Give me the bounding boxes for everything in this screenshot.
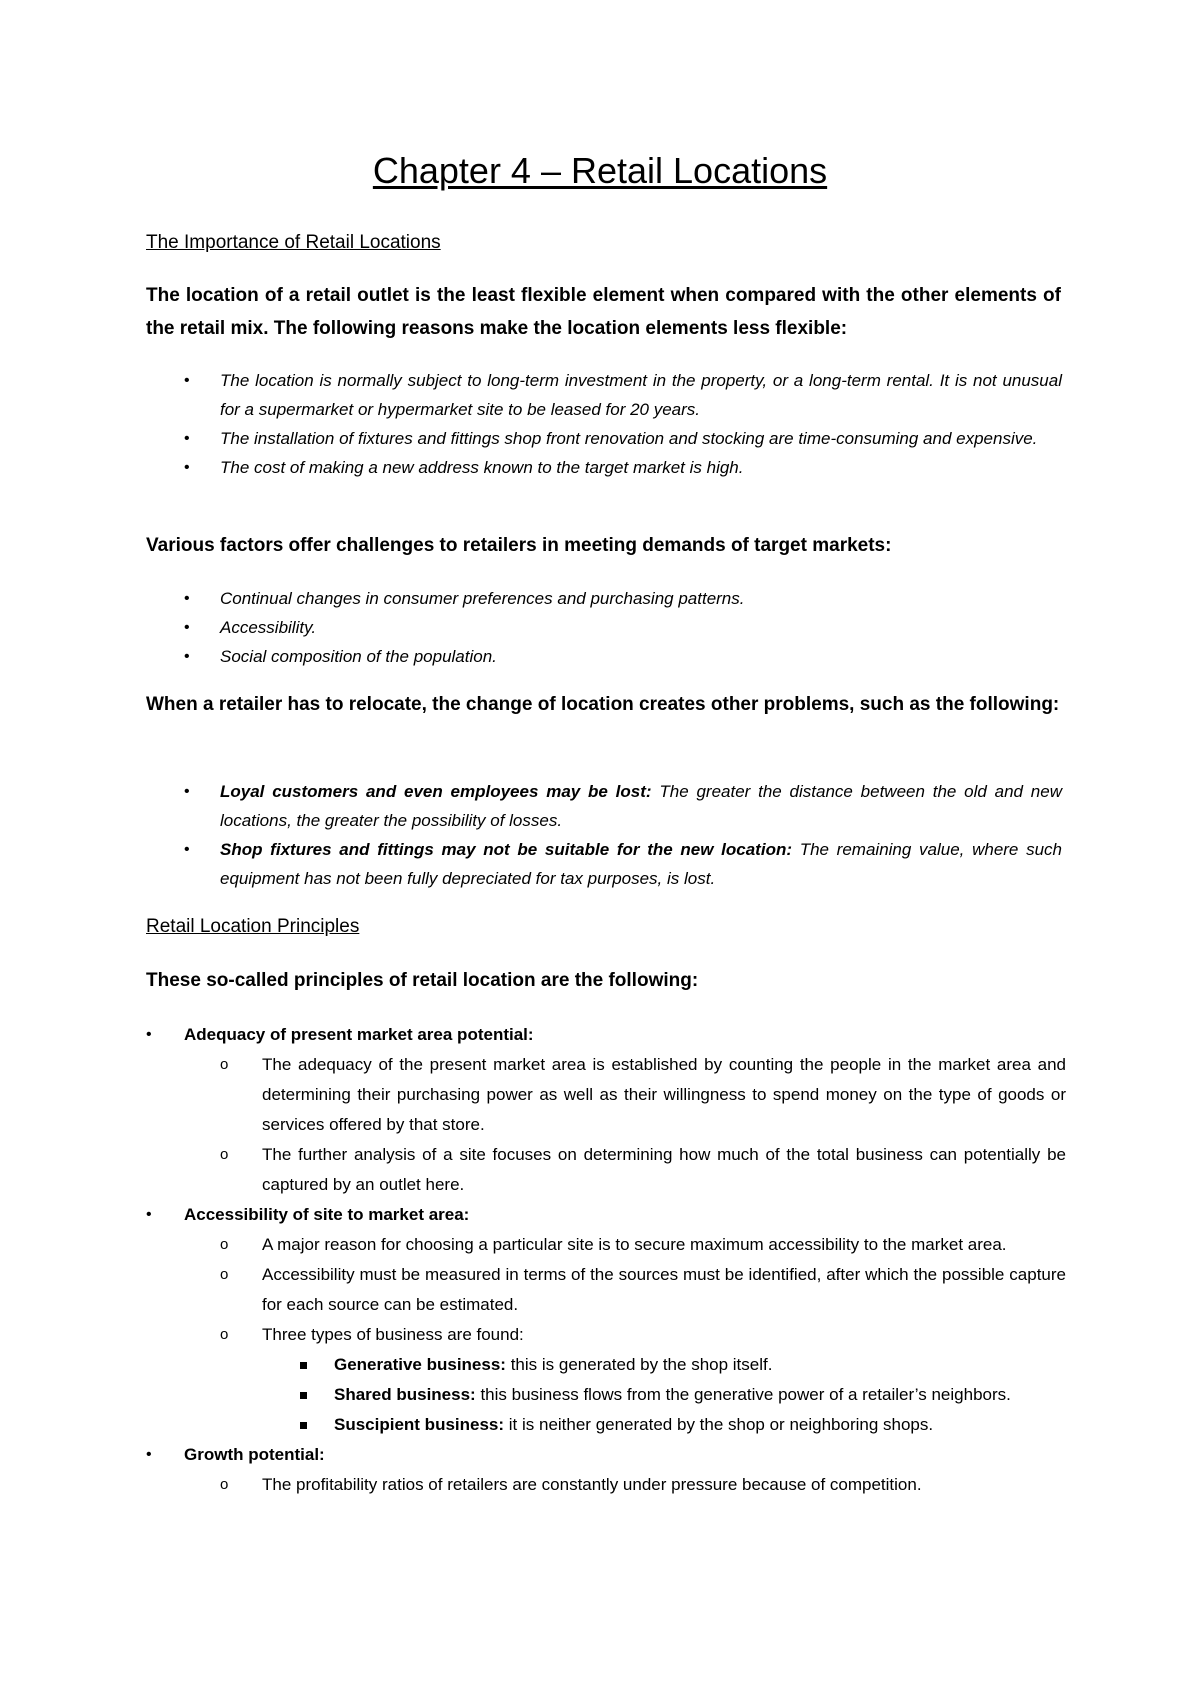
bullet-icon: • — [146, 1206, 152, 1223]
business-type-item: Suscipient business: it is neither generated by the shop or neighboring shops. — [262, 1410, 1066, 1440]
list-item: • Loyal customers and even employees may be lost: The greater the distance between the old and new locations, the greater the possibility of losses. — [184, 777, 1062, 835]
bullet-icon: • — [184, 590, 190, 607]
principle-item: • Accessibility of site to market area: o A major reason for choosing a particular site is to secure maximum accessibility to the market area. o Accessibility must be measured in terms of the sources must be identified, after which the possible capture for each source can be estimated. o Three types of business are found: Generative business: this is generated by the shop itself. Shared business: this business flows from the generative power of a retailer’s neighbors. Suscipient business: it is neither generated by the shop or neighboring shops. — [146, 1200, 1066, 1440]
principles-intro: These so-called principles of retail location are the following: — [146, 970, 699, 991]
sub-item: o A major reason for choosing a particular site is to secure maximum accessibility to the market area. — [184, 1230, 1066, 1260]
circle-bullet-icon: o — [220, 1476, 229, 1493]
square-bullet-icon — [300, 1362, 307, 1369]
sub-list — [184, 1230, 1066, 1440]
list-item: • The installation of fixtures and fittings shop front renovation and stocking are time-consuming and expensive. — [184, 424, 1062, 453]
list-item: • The location is normally subject to long-term investment in the property, or a long-term rental. It is not unusual for a supermarket or hypermarket site to be leased for 20 years. — [184, 366, 1062, 424]
bullet-icon: • — [184, 648, 190, 665]
factors-intro: Various factors offer challenges to retailers in meeting demands of target markets: — [146, 535, 892, 556]
intro-paragraph: The location of a retail outlet is the least flexible element when compared with the other elements of the retail mix. The following reasons make the location elements less flexible: — [146, 285, 1061, 339]
circle-bullet-icon: o — [220, 1056, 229, 1073]
sub-list — [184, 1050, 1066, 1200]
problems-list — [184, 777, 1062, 893]
principles-list — [146, 1020, 1066, 1500]
business-type-item: Generative business: this is generated by the shop itself. — [262, 1350, 1066, 1380]
list-item: • The cost of making a new address known to the target market is high. — [184, 453, 1062, 482]
bullet-icon: • — [184, 430, 190, 447]
principle-item: • Adequacy of present market area potential: o The adequacy of the present market area is established by counting the people in the market area and determining their purchasing power as well as their willingness to spend money on the type of goods or services offered by that store. o The further analysis of a site focuses on determining how much of the total business can potentially be captured by an outlet here. — [146, 1020, 1066, 1200]
bullet-icon: • — [184, 783, 190, 800]
list-item: • Social composition of the population. — [184, 642, 1062, 671]
section-heading-importance: The Importance of Retail Locations — [146, 232, 441, 253]
bullet-icon: • — [184, 619, 190, 636]
circle-bullet-icon: o — [220, 1326, 229, 1343]
sub-item: o The adequacy of the present market area is established by counting the people in the market area and determining their purchasing power as well as their willingness to spend money on the type of goods or services offered by that store. — [184, 1050, 1066, 1140]
sub-item: o The further analysis of a site focuses on determining how much of the total business can potentially be captured by an outlet here. — [184, 1140, 1066, 1200]
sub-item: o Three types of business are found: Generative business: this is generated by the shop itself. Shared business: this business flows from the generative power of a retailer’s neighbors. Suscipient business: it is neither generated by the shop or neighboring shops. — [184, 1320, 1066, 1440]
list-item: • Continual changes in consumer preferences and purchasing patterns. — [184, 584, 1062, 613]
circle-bullet-icon: o — [220, 1146, 229, 1163]
reasons-list — [184, 366, 1062, 482]
factors-list — [184, 584, 1062, 671]
list-item: • Accessibility. — [184, 613, 1062, 642]
bullet-icon: • — [146, 1446, 152, 1463]
circle-bullet-icon: o — [220, 1266, 229, 1283]
square-bullet-icon — [300, 1392, 307, 1399]
chapter-title: Chapter 4 – Retail Locations — [372, 150, 828, 191]
section-heading-principles: Retail Location Principles — [146, 916, 360, 937]
sub-list — [184, 1470, 1066, 1500]
list-item: • Shop fixtures and fittings may not be suitable for the new location: The remaining value, where such equipment has not been fully depreciated for tax purposes, is lost. — [184, 835, 1062, 893]
sub-item: o The profitability ratios of retailers are constantly under pressure because of competition. — [184, 1470, 1066, 1500]
sub-item: o Accessibility must be measured in terms of the sources must be identified, after which the possible capture for each source can be estimated. — [184, 1260, 1066, 1320]
business-type-item: Shared business: this business flows from the generative power of a retailer’s neighbors. — [262, 1380, 1066, 1410]
relocate-intro: When a retailer has to relocate, the change of location creates other problems, such as the following: — [146, 694, 1060, 715]
bullet-icon: • — [184, 372, 190, 389]
circle-bullet-icon: o — [220, 1236, 229, 1253]
business-types-list — [262, 1350, 1066, 1440]
bullet-icon: • — [184, 841, 190, 858]
square-bullet-icon — [300, 1422, 307, 1429]
principle-item: • Growth potential: o The profitability ratios of retailers are constantly under pressure because of competition. — [146, 1440, 1066, 1500]
bullet-icon: • — [146, 1026, 152, 1043]
bullet-icon: • — [184, 459, 190, 476]
